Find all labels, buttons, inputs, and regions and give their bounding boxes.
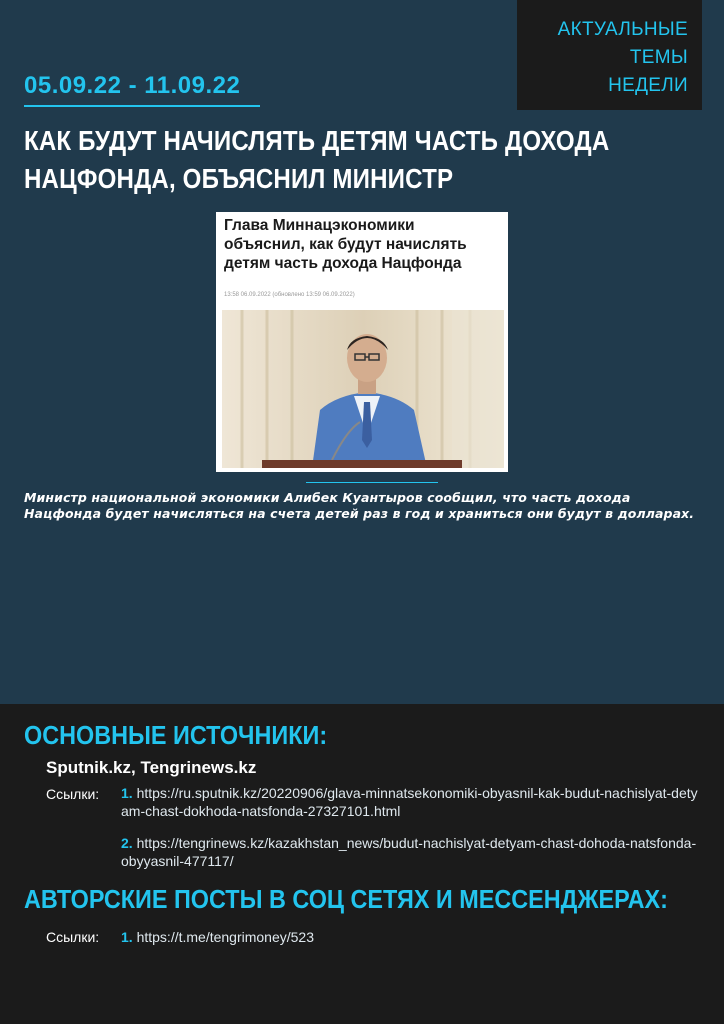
badge-line-2: НЕДЕЛИ <box>608 75 688 96</box>
minister-photo-illustration <box>222 310 504 468</box>
source-link-2[interactable] <box>121 834 701 870</box>
card-timestamp: 13:58 06.09.2022 (обновлено 13:59 06.09.2022) <box>224 292 355 298</box>
author-link-1[interactable] <box>121 928 701 946</box>
card-title: Глава Миннацэкономики объяснил, как будут начислять детям часть дохода Нацфонда <box>224 217 467 272</box>
lead-paragraph: Министр национальной экономики Алибек Куантыров сообщил, что часть дохода Нацфонда будет начисляться на счета детей раз в год и храниться они будут в долларах. <box>24 490 695 521</box>
page-title: КАК БУДУТ НАЧИСЛЯТЬ ДЕТЯМ ЧАСТЬ ДОХОДА НАЦФОНДА, ОБЪЯСНИЛ МИНИСТР <box>24 125 610 194</box>
news-screenshot-card <box>216 212 508 472</box>
sources-heading: ОСНОВНЫЕ ИСТОЧНИКИ: <box>24 720 328 750</box>
link-url[interactable]: https://tengrinews.kz/kazakhstan_news/budut-nachislyat-detyam-chast-dohoda-natsfonda-obyyasnil-477117/ <box>121 835 697 869</box>
date-underline <box>24 105 260 107</box>
source-names: Sputnik.kz, Tengrinews.kz <box>46 758 257 777</box>
weekly-topics-badge <box>517 0 702 110</box>
minister-photo <box>222 310 504 468</box>
link-url[interactable]: https://ru.sputnik.kz/20220906/glava-minnatsekonomiki-obyasnil-kak-budut-nachislyat-detyam-chast-dokhoda-natsfonda-27327101.html <box>121 785 698 819</box>
link-number: 1. <box>121 785 133 801</box>
link-number: 2. <box>121 835 133 851</box>
badge-line-1: АКТУАЛЬНЫЕ ТЕМЫ <box>557 19 688 68</box>
sources-links-label: Ссылки: <box>46 786 100 802</box>
author-posts-heading: АВТОРСКИЕ ПОСТЫ В СОЦ СЕТЯХ И МЕССЕНДЖЕРАХ: <box>24 884 668 914</box>
source-link-1[interactable] <box>121 784 701 820</box>
caption-divider <box>306 482 438 483</box>
author-links-label: Ссылки: <box>46 929 100 945</box>
link-url[interactable]: https://t.me/tengrimoney/523 <box>136 929 315 945</box>
link-number: 1. <box>121 929 133 945</box>
date-range: 05.09.22 - 11.09.22 <box>24 72 241 99</box>
